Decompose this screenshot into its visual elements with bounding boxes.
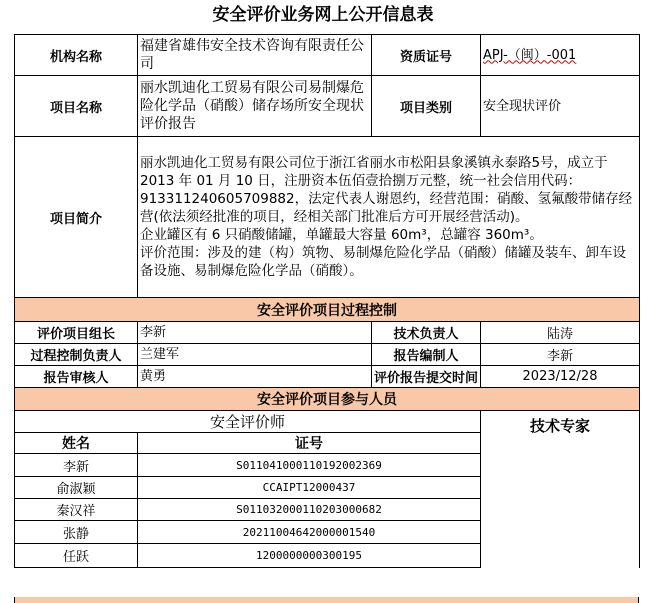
page-title: 安全评价业务网上公开信息表	[212, 5, 434, 25]
tech-lead-value: 陆涛	[481, 322, 640, 344]
intro-paragraph-3: 评价范围：涉及的建（构）筑物、易制爆危险化学品（硝酸）储罐及装车、卸车设备设施、易制爆危险化学品（硝酸）。	[140, 245, 626, 279]
intro-paragraph-1: 丽水凯迪化工贸易有限公司位于浙江省丽水市松阳县象溪镇永泰路5号，成立于 2013 年 01 月 10 日，注册资本伍佰壹拾捌万元整，统一社会信用代码：913311240605709882，法定代表人谢恩约，经营范围：硝酸、氢氟酸带储存经营(依法须经批准的项目，经相关部门批准后方可开展经营活动)。	[140, 155, 633, 225]
next-section-header-strip	[14, 597, 639, 603]
participants-header: 安全评价项目参与人员	[15, 388, 640, 411]
intro-paragraph-2: 企业罐区有 6 只硝酸储罐，单罐最大容量 60m³，总罐容 360m³。	[140, 227, 543, 243]
expert-header: 技术专家	[481, 411, 640, 568]
org-name-label: 机构名称	[15, 35, 138, 76]
assessor-cert: CCAIPT12000437	[138, 477, 481, 499]
cert-column-header: 证号	[138, 433, 481, 454]
org-name-value: 福建省雄伟安全技术咨询有限责任公司	[138, 35, 372, 76]
info-table	[14, 34, 640, 568]
project-type-value: 安全现状评价	[481, 76, 640, 137]
leader-label: 评价项目组长	[15, 322, 138, 344]
leader-value: 李新	[138, 322, 372, 344]
project-intro-value	[138, 137, 640, 298]
assessor-name: 俞淑颖	[15, 477, 138, 499]
assessor-name: 李新	[15, 454, 138, 477]
cert-no-label: 资质证号	[372, 35, 481, 76]
cert-no-text: APJ-（闽）-001	[483, 47, 577, 63]
assessor-header: 安全评价师	[15, 411, 481, 433]
project-intro-label: 项目简介	[15, 137, 138, 298]
project-name-value: 丽水凯迪化工贸易有限公司易制爆危险化学品（硝酸）储存场所安全现状评价报告	[138, 76, 372, 137]
assessor-cert: 1200000000300195	[138, 544, 481, 568]
project-type-label: 项目类别	[372, 76, 481, 137]
submit-date-value: 2023/12/28	[481, 366, 640, 388]
process-control-value: 兰建军	[138, 344, 372, 366]
reviewer-label: 报告审核人	[15, 366, 138, 388]
submit-date-label: 评价报告提交时间	[372, 366, 481, 388]
assessor-cert: S011041000110192002369	[138, 454, 481, 477]
assessor-name: 任跃	[15, 544, 138, 568]
process-control-label: 过程控制负责人	[15, 344, 138, 366]
project-name-label: 项目名称	[15, 76, 138, 137]
report-writer-label: 报告编制人	[372, 344, 481, 366]
name-column-header: 姓名	[15, 433, 138, 454]
assessor-name: 秦汉祥	[15, 499, 138, 521]
cert-no-value	[481, 35, 640, 76]
process-control-header: 安全评价项目过程控制	[15, 298, 640, 322]
report-writer-value: 李新	[481, 344, 640, 366]
reviewer-value: 黄勇	[138, 366, 372, 388]
tech-lead-label: 技术负责人	[372, 322, 481, 344]
assessor-cert: S011032000110203000682	[138, 499, 481, 521]
assessor-cert: 20211004642000001540	[138, 521, 481, 544]
assessor-name: 张静	[15, 521, 138, 544]
